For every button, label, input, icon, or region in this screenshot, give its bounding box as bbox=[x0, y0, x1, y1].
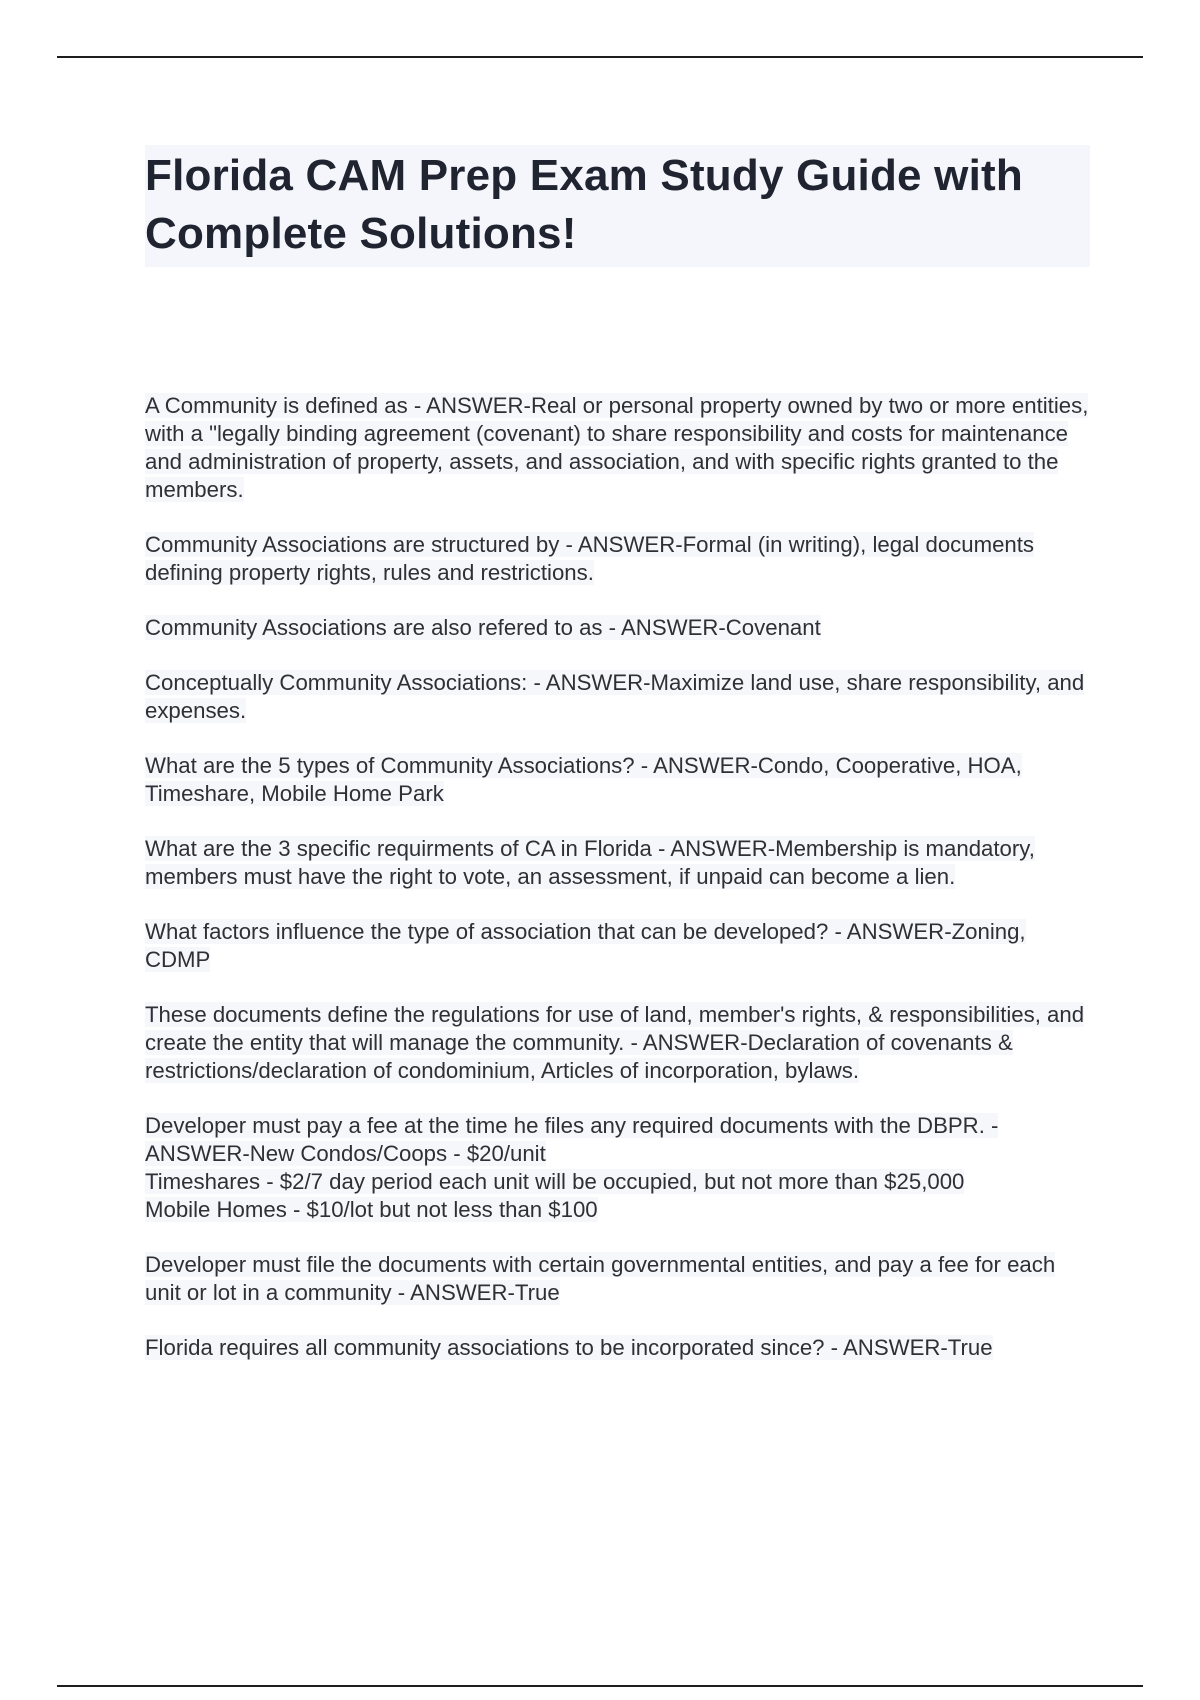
qa-item bbox=[145, 531, 1090, 587]
qa-item bbox=[145, 669, 1090, 725]
page-content bbox=[145, 145, 1090, 1389]
qa-text: What are the 5 types of Community Associations? - ANSWER-Condo, Cooperative, HOA, Timeshare, Mobile Home Park bbox=[145, 753, 1022, 806]
qa-text: A Community is defined as - ANSWER-Real or personal property owned by two or more entities, with a "legally binding agreement (covenant) to share responsibility and costs for maintenance and administration of property, assets, and association, and with specific rights granted to the members. bbox=[145, 393, 1089, 502]
qa-item bbox=[145, 752, 1090, 808]
qa-text: What factors influence the type of association that can be developed? - ANSWER-Zoning, CDMP bbox=[145, 919, 1026, 972]
qa-item bbox=[145, 835, 1090, 891]
qa-text: Conceptually Community Associations: - ANSWER-Maximize land use, share responsibility, and expenses. bbox=[145, 670, 1085, 723]
qa-item bbox=[145, 1251, 1090, 1307]
qa-item bbox=[145, 1334, 1090, 1362]
top-rule bbox=[57, 56, 1143, 58]
title-block bbox=[145, 145, 1090, 267]
qa-text: Developer must pay a fee at the time he files any required documents with the DBPR. - ANSWER-New Condos/Coops - $20/unit Timeshares - $2/7 day period each unit will be occupied, but not more than $25,000 Mobile Homes - $10/lot but not less than $100 bbox=[145, 1113, 999, 1222]
qa-item bbox=[145, 392, 1090, 504]
qa-item bbox=[145, 918, 1090, 974]
qa-item bbox=[145, 1112, 1090, 1224]
qa-text: Florida requires all community associations to be incorporated since? - ANSWER-True bbox=[145, 1335, 993, 1360]
document-title: Florida CAM Prep Exam Study Guide with Complete Solutions! bbox=[145, 151, 1023, 258]
qa-item bbox=[145, 1001, 1090, 1085]
qa-item bbox=[145, 614, 1090, 642]
qa-text: Developer must file the documents with certain governmental entities, and pay a fee for each unit or lot in a community - ANSWER-True bbox=[145, 1252, 1056, 1305]
bottom-rule bbox=[57, 1685, 1143, 1687]
qa-text: These documents define the regulations for use of land, member's rights, & responsibilities, and create the entity that will manage the community. - ANSWER-Declaration of covenants & restrictions/declaration of condominium, Articles of incorporation, bylaws. bbox=[145, 1002, 1085, 1083]
qa-list bbox=[145, 392, 1090, 1362]
qa-text: What are the 3 specific requirments of CA in Florida - ANSWER-Membership is mandatory, members must have the right to vote, an assessment, if unpaid can become a lien. bbox=[145, 836, 1035, 889]
qa-text: Community Associations are structured by - ANSWER-Formal (in writing), legal documents defining property rights, rules and restrictions. bbox=[145, 532, 1035, 585]
qa-text: Community Associations are also refered to as - ANSWER-Covenant bbox=[145, 615, 821, 640]
